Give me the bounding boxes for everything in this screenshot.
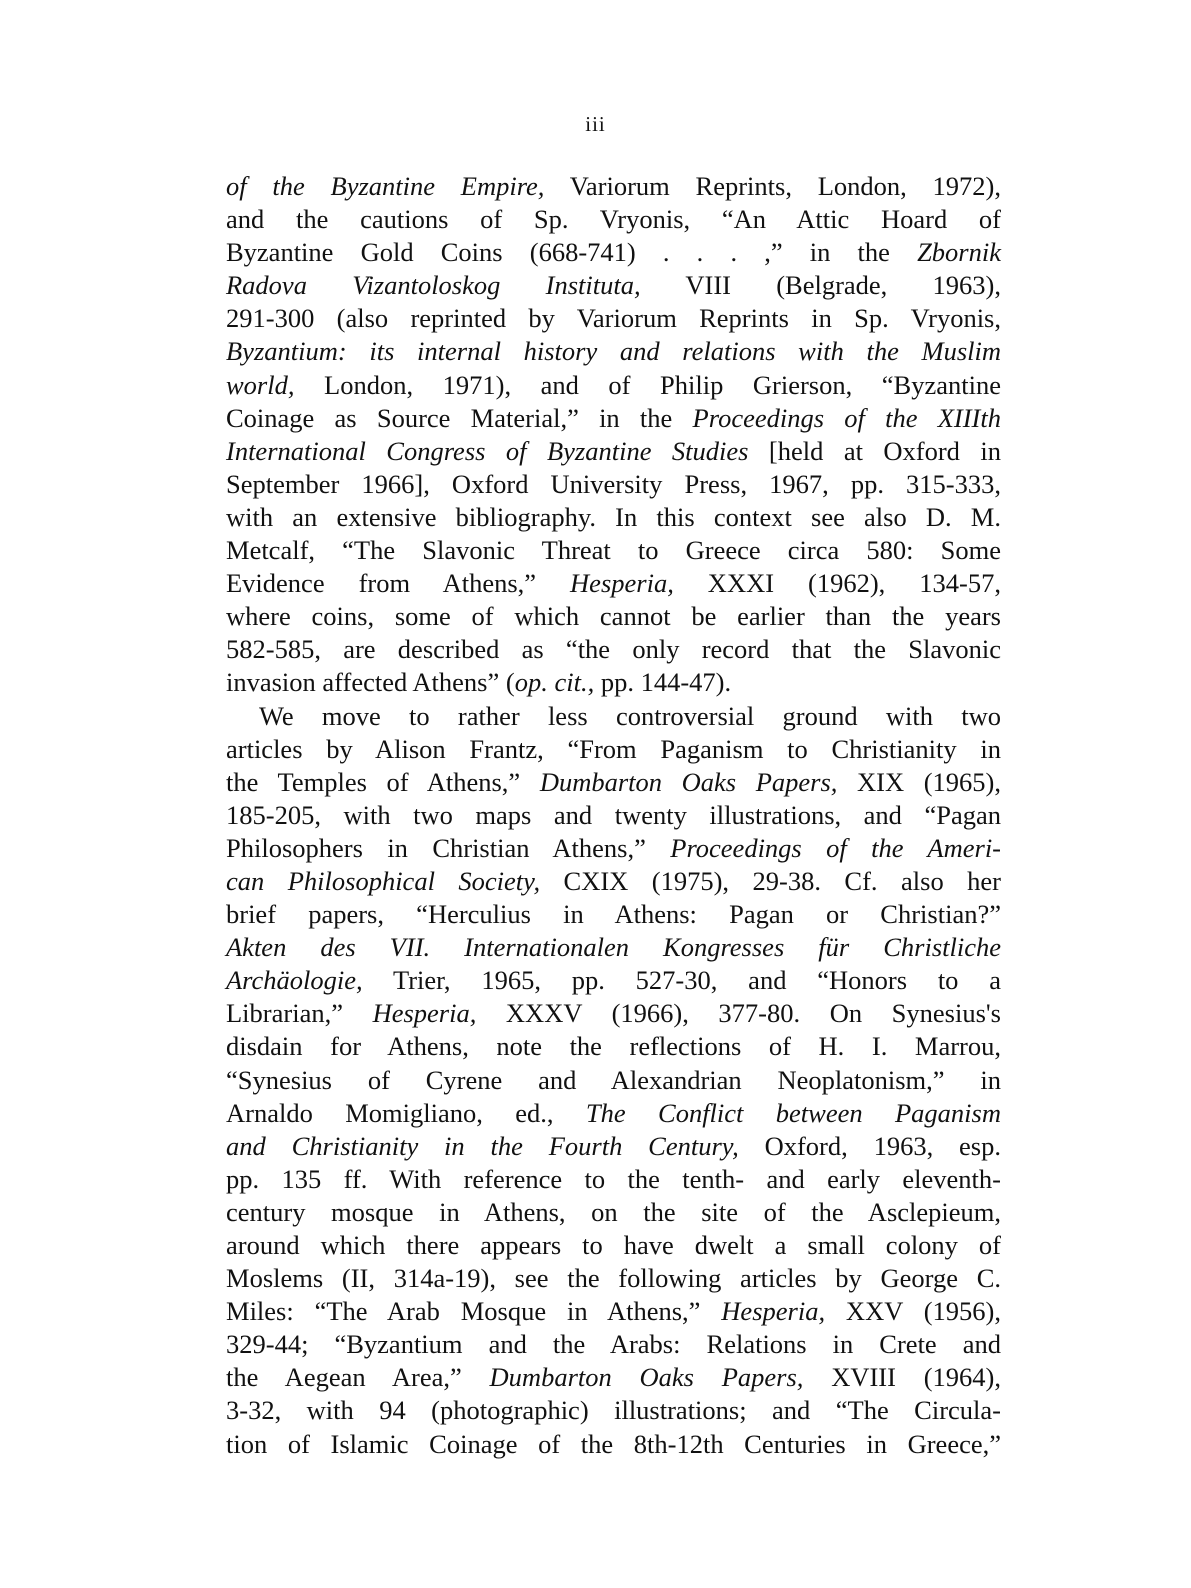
italic-text: Archäologie, (226, 965, 363, 996)
text-line (226, 269, 1001, 302)
roman-text: around which there appears to have dwelt a small colony of (226, 1230, 1001, 1260)
text-line (226, 1064, 1001, 1097)
text-line (226, 997, 1001, 1030)
text-line (226, 832, 1001, 865)
roman-text: Evidence from Athens,” (226, 568, 571, 599)
text-line (226, 501, 1001, 534)
italic-text: world, (226, 369, 295, 400)
roman-text: tion of Islamic Coinage of the 8th-12th Centuries in Greece,” (226, 1428, 1001, 1459)
text-line (226, 799, 1001, 832)
text-line (226, 1361, 1001, 1394)
roman-text: XXXI (1962), 134-57, (673, 568, 1001, 599)
text-line (226, 1163, 1001, 1196)
text-line (226, 468, 1001, 501)
italic-text: Hesperia, (721, 1296, 826, 1327)
text-line (226, 600, 1001, 633)
roman-text: VIII (Belgrade, 1963), (640, 270, 1001, 301)
italic-text: International Congress of Byzantine Studies (226, 435, 749, 466)
text-line (226, 633, 1001, 666)
page-number: iii (585, 112, 606, 136)
roman-text: XVIII (1964), (803, 1362, 1001, 1393)
roman-text: Oxford, 1963, esp. (738, 1130, 1001, 1161)
text-line (226, 865, 1001, 898)
text-line (226, 170, 1001, 203)
text-line (226, 236, 1001, 269)
roman-text: Moslems (II, 314a-19), see the following articles by George C. (226, 1263, 1001, 1294)
italic-text: Hesperia, (570, 568, 674, 599)
roman-text: Variorum Reprints, London, 1972), (544, 171, 1002, 201)
roman-text: articles by Alison Frantz, “From Paganism to Christianity in (226, 733, 1001, 764)
roman-text: September 1966], Oxford University Press, 1967, pp. 315-333, (226, 468, 1001, 499)
italic-text: and Christianity in the Fourth Century, (226, 1130, 739, 1161)
text-line (226, 1030, 1001, 1063)
roman-text: “Synesius of Cyrene and Alexandrian Neoplatonism,” in (226, 1064, 1001, 1095)
text-line (226, 335, 1001, 368)
text-line (226, 733, 1001, 766)
roman-text: brief papers, “Herculius in Athens: Pagan or Christian?” (226, 899, 1001, 930)
roman-text: 3-32, with 94 (photographic) illustrations; and “The Circula- (226, 1395, 1001, 1426)
roman-text: 582-585, are described as “the only record that the Slavonic (226, 634, 1001, 665)
text-line (226, 534, 1001, 567)
roman-text: Trier, 1965, pp. 527-30, and “Honors to a (362, 965, 1001, 996)
roman-text: London, 1971), and of Philip Grierson, “Byzantine (294, 369, 1001, 400)
text-line (226, 369, 1001, 402)
italic-text: Akten des VII. Internationalen Kongresses für Christliche (226, 932, 1001, 963)
text-line (226, 666, 1001, 699)
roman-text: XXV (1956), (825, 1296, 1001, 1327)
roman-text: CXIX (1975), 29-38. Cf. also her (540, 865, 1001, 896)
text-line (226, 435, 1001, 468)
roman-text: invasion affected Athens” ( (226, 667, 515, 698)
text-line (226, 1097, 1001, 1130)
text-line (226, 1295, 1001, 1328)
text-line (226, 402, 1001, 435)
roman-text: with an extensive bibliography. In this context see also D. M. (226, 501, 1001, 532)
text-line (226, 766, 1001, 799)
italic-text: Proceedings of the Ameri- (670, 832, 1002, 863)
roman-text: 291-300 (also reprinted by Variorum Reprints in Sp. Vryonis, (226, 303, 1001, 334)
roman-text: pp. 144-47). (594, 667, 732, 698)
text-line (226, 1262, 1001, 1295)
roman-text: We move to rather less controversial ground with two (259, 700, 1001, 731)
body-text (226, 170, 1001, 1461)
text-line (226, 964, 1001, 997)
roman-text: XIX (1965), (837, 766, 1001, 797)
italic-text: Dumbarton Oaks Papers, (489, 1362, 804, 1393)
text-line (226, 1196, 1001, 1229)
roman-text: Miles: “The Arab Mosque in Athens,” (226, 1296, 722, 1327)
roman-text: and the cautions of Sp. Vryonis, “An Attic Hoard of (226, 204, 1001, 235)
text-line (226, 302, 1001, 335)
roman-text: 329-44; “Byzantium and the Arabs: Relations in Crete and (226, 1329, 1001, 1360)
roman-text: Librarian,” (226, 998, 373, 1029)
roman-text: century mosque in Athens, on the site of the Asclepieum, (226, 1196, 1001, 1227)
text-line (226, 1130, 1001, 1163)
text-line (226, 203, 1001, 236)
italic-text: Byzantium: its internal history and relations with the Muslim (226, 336, 1001, 367)
italic-text: Proceedings of the XIIIth (692, 402, 1001, 433)
roman-text: Philosophers in Christian Athens,” (226, 832, 671, 863)
italic-text: op. cit., (514, 667, 595, 698)
roman-text: pp. 135 ff. With reference to the tenth- and early eleventh- (226, 1163, 1001, 1194)
roman-text: disdain for Athens, note the reflections of H. I. Marrou, (226, 1031, 1001, 1062)
roman-text: Coinage as Source Material,” in the (226, 402, 693, 433)
roman-text: the Aegean Area,” (226, 1362, 490, 1393)
roman-text: where coins, some of which cannot be earlier than the years (226, 601, 1001, 632)
roman-text: Metcalf, “The Slavonic Threat to Greece circa 580: Some (226, 535, 1001, 566)
text-line (226, 1328, 1001, 1361)
text-line (226, 567, 1001, 600)
roman-text: 185-205, with two maps and twenty illustrations, and “Pagan (226, 799, 1001, 830)
text-line (226, 898, 1001, 931)
text-line (226, 1229, 1001, 1262)
text-line (226, 700, 1001, 733)
italic-text: Hesperia, (372, 998, 477, 1029)
roman-text: XXXV (1966), 377-80. On Synesius's (476, 998, 1001, 1029)
roman-text: Byzantine Gold Coins (668-741) . . . ,” in the (226, 237, 918, 268)
text-line (226, 1394, 1001, 1427)
italic-text: Radova Vizantoloskog Instituta, (226, 270, 641, 301)
roman-text: the Temples of Athens,” (226, 766, 540, 797)
italic-text: Zbornik (917, 237, 1001, 268)
roman-text: Arnaldo Momigliano, ed., (226, 1097, 586, 1128)
text-line (226, 931, 1001, 964)
roman-text: [held at Oxford in (748, 435, 1001, 466)
italic-text: of the Byzantine Empire, (226, 171, 545, 201)
italic-text: Dumbarton Oaks Papers, (539, 766, 838, 797)
text-line (226, 1428, 1001, 1461)
italic-text: The Conflict between Paganism (585, 1097, 1001, 1128)
italic-text: can Philosophical Society, (226, 865, 541, 896)
